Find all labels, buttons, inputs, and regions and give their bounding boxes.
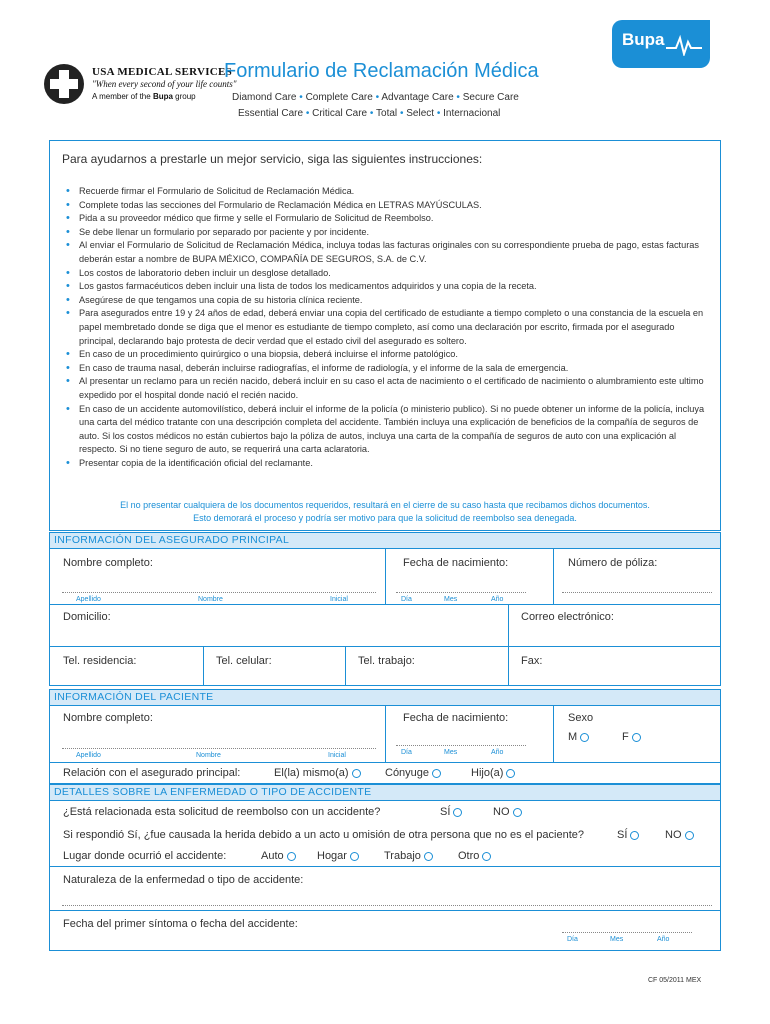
list-item: • Recuerde firmar el Formulario de Solicitud de Reclamación Médica. <box>66 185 712 199</box>
list-item: • Presentar copia de la identificación oficial del reclamante. <box>66 457 712 471</box>
list-item: • Los costos de laboratorio deben incluir un desglose detallado. <box>66 267 712 281</box>
radio-icon[interactable] <box>482 852 491 861</box>
nature-field[interactable] <box>62 905 712 906</box>
place-home-option[interactable]: Hogar <box>317 850 359 862</box>
place-other-option[interactable]: Otro <box>458 850 491 862</box>
insured-email-label: Correo electrónico: <box>521 611 614 623</box>
instructions-list <box>66 185 712 470</box>
illness-section-header: DETALLES SOBRE LA ENFERMEDAD O TIPO DE ACCIDENTE <box>49 784 721 801</box>
first-symptom-date-field[interactable] <box>562 932 692 933</box>
insured-policy-label: Número de póliza: <box>568 557 658 569</box>
radio-icon[interactable] <box>453 808 462 817</box>
list-item: • Los gastos farmacéuticos deben incluir una lista de todos los medicamentos adquiridos y una copia de la receta. <box>66 280 712 294</box>
insured-name-label: Nombre completo: <box>63 557 153 569</box>
patient-name-field[interactable] <box>62 748 376 749</box>
insured-policy-field[interactable] <box>562 592 712 593</box>
insured-dob-field[interactable] <box>396 592 526 593</box>
insured-work-tel-label: Tel. trabajo: <box>358 655 415 667</box>
member-line: A member of the Bupa group <box>92 92 196 101</box>
list-item: • En caso de un accidente automovilístico, deberá incluir el informe de la policía (o ministerio publico). Si no puede obtener un informe de la policía, incluya una carta del médico tratante con una descripción completa del accidente. También incluya una explicación de beneficios de la compañía de seguros de auto. Si los costos médicos no están cubiertos bajo la póliza de autos, incluya una carta de la compañía de seguros de auto con una explicación al respecto. Si no tiene seguro de auto, se requerirá una carta aclaratoria. <box>66 403 712 457</box>
plans-row-2: Essential Care • Critical Care • Total • Select • Internacional <box>238 108 501 119</box>
usa-medical-cross-icon <box>44 64 84 104</box>
accident-question: ¿Está relacionada esta solicitud de reembolso con un accidente? <box>63 806 381 818</box>
sex-m-option[interactable]: M <box>568 731 589 743</box>
radio-icon[interactable] <box>513 808 522 817</box>
warning-line-1: El no presentar cualquiera de los documentos requeridos, resultará en el cierre de su caso hasta que recibamos dichos documentos. <box>120 500 650 510</box>
form-code: CF 05/2011 MEX <box>648 977 702 984</box>
warning-line-2: Esto demorará el proceso y podría ser motivo para que la solicitud de reembolso sea denegada. <box>193 513 577 523</box>
radio-icon[interactable] <box>685 831 694 840</box>
other-person-question: Si respondió Sí, ¿fue causada la herida debido a un acto u omisión de otra persona que no es el paciente? <box>63 829 585 841</box>
list-item: • Pida a su proveedor médico que firme y selle el Formulario de Solicitud de Reembolso. <box>66 212 712 226</box>
instructions-heading: Para ayudarnos a prestarle un mejor servicio, siga las siguientes instrucciones: <box>62 152 483 166</box>
relation-spouse-option[interactable]: Cónyuge <box>385 767 441 779</box>
list-item: • Al enviar el Formulario de Solicitud de Reclamación Médica, incluya todas las facturas originales con su correspondiente prueba de pago, estas facturas deberán estar a nombre de BUPA MÉXICO, COMPAÑÍA DE SEGUROS, S.A. de C.V. <box>66 239 712 266</box>
list-item: • En caso de un procedimiento quirúrgico o una biopsia, deberá incluirse el informe patológico. <box>66 348 712 362</box>
page-title: Formulario de Reclamación Médica <box>224 60 539 82</box>
relation-label: Relación con el asegurado principal: <box>63 767 241 779</box>
first-symptom-label: Fecha del primer síntoma o fecha del accidente: <box>63 918 298 930</box>
usa-medical-title: USA MEDICAL SERVICES <box>92 66 233 78</box>
list-item: • Asegúrese de que tengamos una copia de su historia clínica reciente. <box>66 294 712 308</box>
list-item: • Al presentar un reclamo para un recién nacido, deberá incluir en su caso el acta de nacimiento o el certificado de nacimiento o alumbramiento este ultimo expedido por el hospital donde nació el recién nacido. <box>66 375 712 402</box>
sex-f-option[interactable]: F <box>622 731 641 743</box>
list-item: • Complete todas las secciones del Formulario de Reclamación Médica en LETRAS MAYÚSCULAS. <box>66 199 712 213</box>
accident-yes-option[interactable]: SÍ <box>440 806 462 818</box>
insured-address-label: Domicilio: <box>63 611 111 623</box>
list-item: • Se debe llenar un formulario por separado por paciente y por incidente. <box>66 226 712 240</box>
radio-icon[interactable] <box>580 733 589 742</box>
radio-icon[interactable] <box>632 733 641 742</box>
place-work-option[interactable]: Trabajo <box>384 850 433 862</box>
radio-icon[interactable] <box>432 769 441 778</box>
plans-row-1: Diamond Care • Complete Care • Advantage Care • Secure Care <box>232 92 519 103</box>
radio-icon[interactable] <box>352 769 361 778</box>
relation-child-option[interactable]: Hijo(a) <box>471 767 515 779</box>
accident-no-option[interactable]: NO <box>493 806 522 818</box>
bupa-logo-text: Bupa <box>622 30 665 49</box>
radio-icon[interactable] <box>506 769 515 778</box>
patient-dob-label: Fecha de nacimiento: <box>403 712 509 724</box>
radio-icon[interactable] <box>350 852 359 861</box>
insured-section-header: INFORMACIÓN DEL ASEGURADO PRINCIPAL <box>49 532 721 549</box>
bupa-logo <box>612 20 710 68</box>
insured-name-field[interactable] <box>62 592 376 593</box>
member-brand: Bupa <box>152 92 173 101</box>
other-person-no-option[interactable]: NO <box>665 829 694 841</box>
patient-section-header: INFORMACIÓN DEL PACIENTE <box>49 689 721 706</box>
list-item: • En caso de trauma nasal, deberán incluirse radiografías, el informe de radiología, y el informe de la sala de emergencia. <box>66 362 712 376</box>
usa-medical-tagline: "When every second of your life counts" <box>92 79 237 89</box>
other-person-yes-option[interactable]: SÍ <box>617 829 639 841</box>
place-auto-option[interactable]: Auto <box>261 850 296 862</box>
radio-icon[interactable] <box>287 852 296 861</box>
relation-self-option[interactable]: El(la) mismo(a) <box>274 767 361 779</box>
radio-icon[interactable] <box>424 852 433 861</box>
insured-fax-label: Fax: <box>521 655 543 667</box>
insured-home-tel-label: Tel. residencia: <box>63 655 137 667</box>
patient-dob-field[interactable] <box>396 745 526 746</box>
patient-name-label: Nombre completo: <box>63 712 153 724</box>
heartbeat-icon <box>666 34 702 56</box>
insured-cell-label: Tel. celular: <box>216 655 272 667</box>
radio-icon[interactable] <box>630 831 639 840</box>
nature-label: Naturaleza de la enfermedad o tipo de accidente: <box>63 874 304 886</box>
insured-dob-label: Fecha de nacimiento: <box>403 557 509 569</box>
patient-sex-label: Sexo <box>568 712 594 724</box>
accident-place-label: Lugar donde ocurrió el accidente: <box>63 850 227 862</box>
list-item: • Para asegurados entre 19 y 24 años de edad, deberá enviar una copia del certificado de estudiante a tiempo completo o una constancia de la escuela en papel membretado donde se diga que el menor es estudiante de tiempo completo, así como una declaración por escrito, firmada por el asegurado principal, declarando bajo protesta de decir verdad que el estado civil del asegurado es soltero. <box>66 307 712 348</box>
